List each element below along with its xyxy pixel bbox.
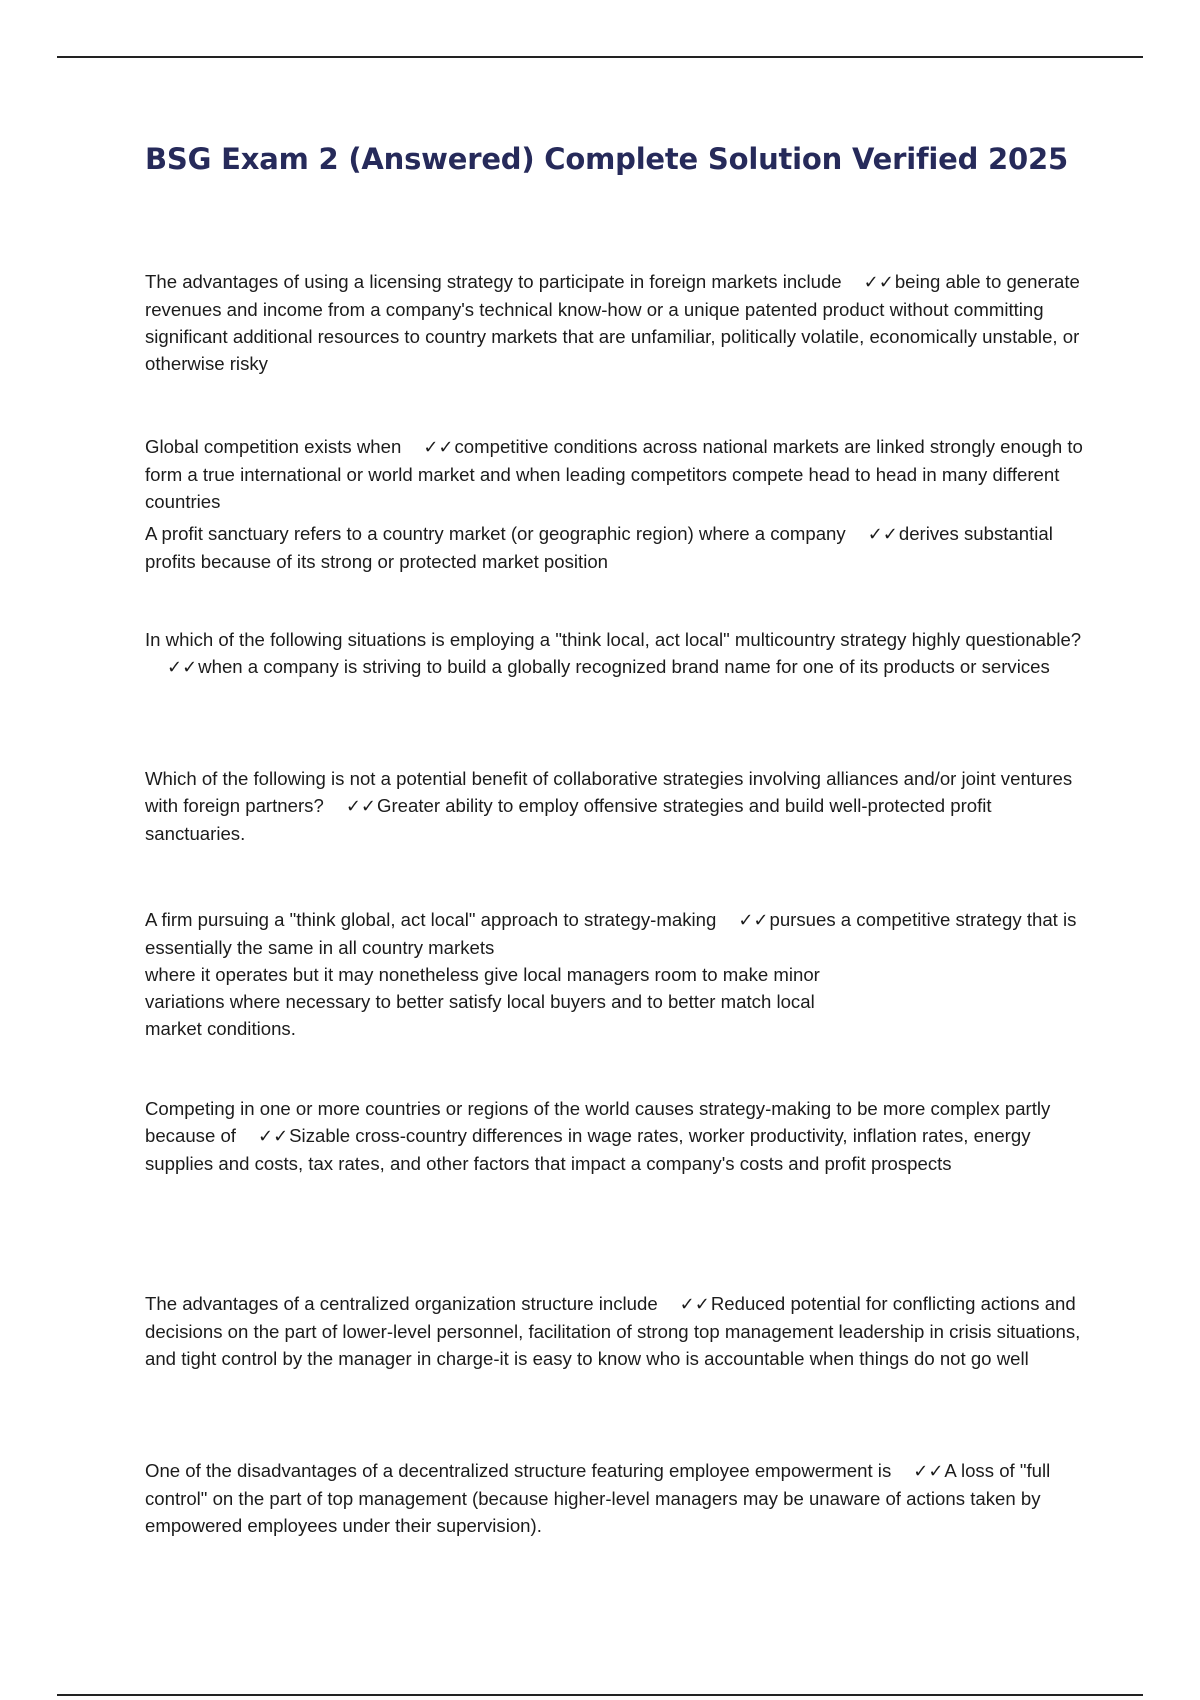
answer-text: ✓✓ A loss of "full control" on the part of top management (because higher-level managers may be unaware of actions taken by empowered employees under their supervision). (145, 1460, 1050, 1536)
question-text: A firm pursuing a "think global, act local" approach to strategy-making (145, 909, 717, 930)
question-text: Global competition exists when (145, 436, 402, 457)
answer-text: ✓✓ Greater ability to employ offensive strategies and build well-protected profit sanctuaries. (145, 795, 992, 844)
answer-text: ✓✓ competitive conditions across national markets are linked strongly enough to form a true international or world market and when leading competitors compete head to head in many different countries (145, 436, 1083, 512)
answer-text: ✓✓ being able to generate revenues and income from a company's technical know-how or a unique patented product without committing significant additional resources to country markets that are unfamiliar, politically volatile, economically unstable, or otherwise risky (145, 271, 1080, 374)
question-text: Competing in one or more countries or regions of the world causes strategy-making to be more complex partly because of (145, 1098, 1051, 1146)
answer-continuation-line: variations where necessary to better satisfy local buyers and to better match local (145, 991, 815, 1012)
qa-item-centralized-structure (145, 1290, 1090, 1372)
qa-item-global-competition (145, 433, 1090, 515)
qa-item-multicountry-strategy (145, 626, 1090, 681)
document-title: BSG Exam 2 (Answered) Complete Solution Verified 2025 (145, 142, 1068, 176)
answer-text: ✓✓ pursues a competitive strategy that is essentially the same in all country markets (145, 909, 1076, 958)
answer-text: ✓✓ Sizable cross-country differences in wage rates, worker productivity, inflation rates, energy supplies and costs, tax rates, and other factors that impact a company's costs and profit prospects (145, 1125, 1031, 1174)
answer-continuation-line: market conditions. (145, 1018, 296, 1039)
question-text: A profit sanctuary refers to a country market (or geographic region) where a company (145, 523, 846, 544)
question-text: In which of the following situations is employing a "think local, act local" multicountry strategy highly questionable? (145, 629, 1082, 650)
answer-continuation-line: where it operates but it may nonetheless give local managers room to make minor (145, 964, 820, 985)
header-rule (57, 56, 1143, 58)
answer-text: ✓✓ when a company is striving to build a globally recognized brand name for one of its products or services (145, 656, 1050, 677)
footer-rule (57, 1694, 1143, 1696)
question-text: One of the disadvantages of a decentralized structure featuring employee empowerment is (145, 1460, 892, 1481)
question-text: The advantages of a centralized organization structure include (145, 1293, 658, 1314)
question-text: The advantages of using a licensing strategy to participate in foreign markets include (145, 271, 842, 292)
qa-item-decentralized-structure (145, 1457, 1090, 1539)
qa-item-licensing (145, 268, 1090, 377)
answer-text: ✓✓ Reduced potential for conflicting actions and decisions on the part of lower-level personnel, facilitation of strong top management leadership in crisis situations, and tight control by the manager in charge-it is easy to know who is accountable when things do not go well (145, 1293, 1080, 1369)
qa-item-profit-sanctuary (145, 520, 1090, 575)
answer-text: ✓✓ derives substantial profits because of its strong or protected market position (145, 523, 1053, 572)
qa-item-strategy-complexity (145, 1095, 1090, 1177)
qa-item-collaborative-strategies (145, 765, 1090, 847)
qa-item-think-global-act-local (145, 906, 1090, 1042)
question-text: Which of the following is not a potential benefit of collaborative strategies involving alliances and/or joint ventures with foreign partners? (145, 768, 1073, 816)
